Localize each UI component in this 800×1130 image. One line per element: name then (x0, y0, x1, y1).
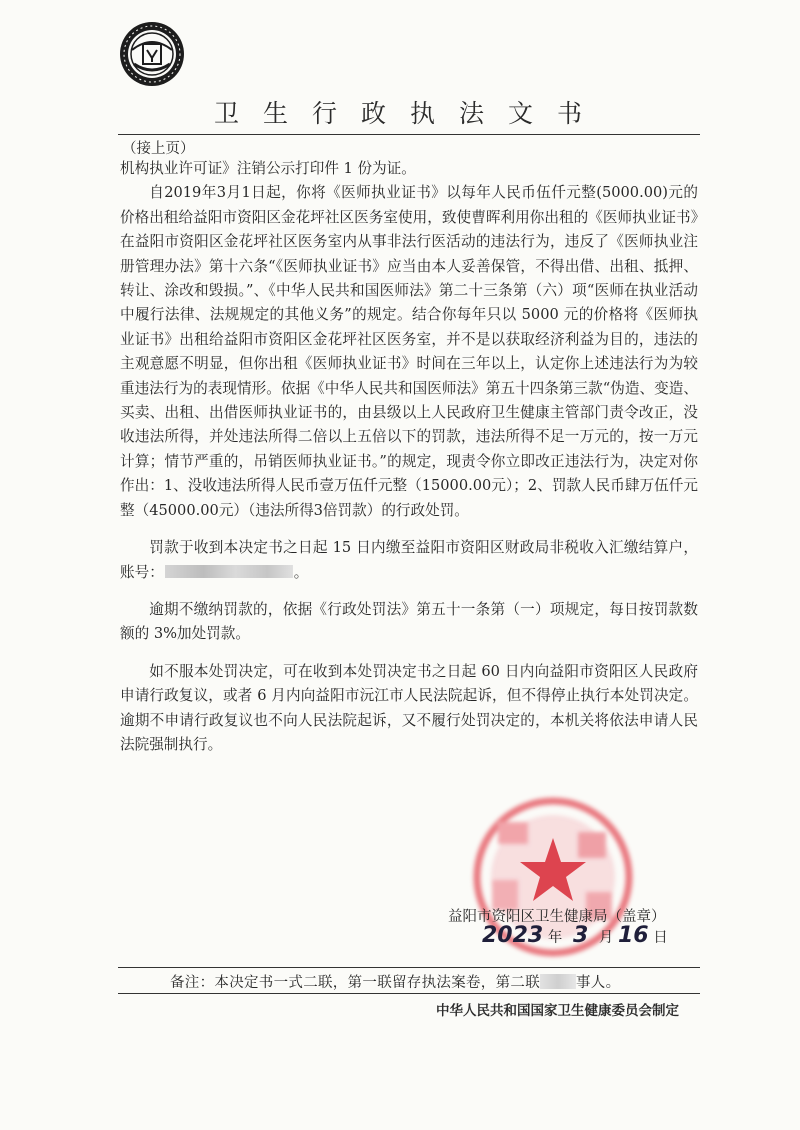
paragraph-payment (120, 536, 698, 585)
date-day: 16 (617, 923, 649, 948)
paragraph-continued: 机构执业许可证》注销公示打印件 1 份为证。 (120, 160, 416, 177)
redacted-account-number (165, 565, 293, 578)
redacted-remark-text (540, 974, 576, 989)
issue-date (482, 923, 668, 948)
payment-text-end: 。 (293, 563, 309, 581)
payment-text: 罚款于收到本决定书之日起 15 日内缴至益阳市资阳区财政局非税收入汇缴结算户，账号： (120, 539, 698, 581)
paragraph-late-fee: 逾期不缴纳罚款的，依据《行政处罚法》第五十一条第（一）项规定，每日按罚款数额的 3%加处罚款。 (120, 600, 698, 643)
maker-statement: 中华人民共和国国家卫生健康委员会制定 (436, 1003, 679, 1019)
health-bureau-emblem-icon (118, 20, 186, 88)
document-body (120, 157, 698, 757)
date-year: 2023 (482, 923, 544, 948)
title-rule (118, 134, 700, 135)
paragraph-violation: 自2019年3月1日起，你将《医师执业证书》以每年人民币伍仟元整(5000.00)元的价格出租给益阳市资阳区金花坪社区医务室使用，致使曹晖利用你出租的《医师执业证书》在益阳市资阳区金花坪社区医务室内从事非法行医活动的违法行为，违反了《医师执业注册管理办法》第十六条“《医师执业证书》应当由本人妥善保管，不得出借、出租、抵押、转让、涂改和毁损。”、《中华人民共和国医师法》第二十三条第（六）项“医师在执业活动中履行法律、法规规定的其他义务”的规定。结合你每年只以 5000 元的价格将《医师执业证书》出租给益阳市资阳区金花坪社区医务室，并不是以获取经济利益为目的，违法的主观意愿不明显，但你出租《医师执业证书》时间在三年以上，认定你上述违法行为为较重违法行为的表现情形。依据《中华人民共和国医师法》第五十四条第三款“伪造、变造、买卖、出租、出借医师执业证书的，由县级以上人民政府卫生健康主管部门责令改正，没收违法所得，并处违法所得二倍以上五倍以下的罚款，违法所得不足一万元的，按一万元计算；情节严重的，吊销医师执业证书。”的规定，现责令你立即改正违法行为，决定对你作出：1、没收违法所得人民币壹万伍仟元整（15000.00元）；2、罚款人民币肆万伍仟元整（45000.00元）（违法所得3倍罚款）的行政处罚。 (120, 184, 698, 519)
document-title: 卫生行政执法文书 (213, 99, 606, 128)
issuer-signature: 益阳市资阳区卫生健康局（盖章） (448, 909, 666, 925)
date-year-unit: 年 (547, 930, 563, 946)
date-month: 3 (572, 923, 589, 948)
remark-note (170, 971, 620, 992)
date-day-unit: 日 (653, 930, 668, 946)
remark-text-end: 事人。 (576, 975, 621, 991)
footer-rule-bottom (118, 993, 700, 994)
footer-rule-top (118, 967, 700, 968)
remark-text: 备注：本决定书一式二联，第一联留存执法案卷，第二联 (170, 975, 540, 991)
paragraph-appeal: 如不服本处罚决定，可在收到本处罚决定书之日起 60 日内向益阳市资阳区人民政府申请行政复议，或者 6 月内向益阳市沅江市人民法院起诉，但不得停止执行本处罚决定。逾期不申请行政复议也不向人民法院起诉，又不履行处罚决定的，本机关将依法申请人民法院强制执行。 (120, 662, 698, 753)
continued-label: （接上页） (122, 141, 195, 157)
date-month-unit: 月 (598, 930, 614, 946)
